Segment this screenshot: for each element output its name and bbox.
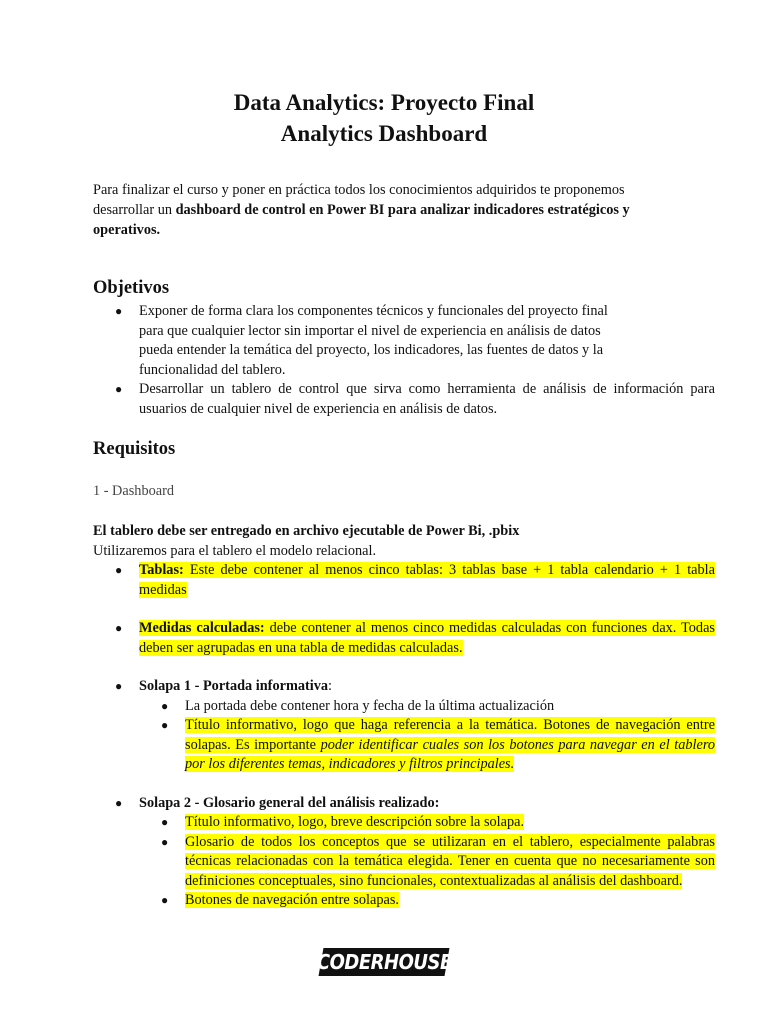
solapa2-subitem-text: Glosario de todos los conceptos que se utilizaran en el tablero, especialmente palabras técnicas relacionadas con la temática elegida. Tener en cuenta que no necesariamente son definiciones conceptuales, sino funcionales, contextualizadas al análisis del dashboard. [185,833,715,889]
tablas-label: Tablas: [139,562,184,578]
solapa1-subitem-italic: poder identificar cuales son los botones para navegar en el tablero por los diferentes temas, indicadores y filtros principales. [185,736,715,772]
bullet-icon: ● [161,815,169,829]
objetivo-line: para que cualquier lector sin importar el nivel de experiencia en análisis de datos [139,322,601,339]
title-line-1: Data Analytics: Proyecto Final [233,90,535,115]
bullet-icon: ● [161,718,169,732]
bullet-icon: ● [115,382,123,396]
logo-text: CODERHOUSE [316,949,452,975]
requisitos-bold-line: El tablero debe ser entregado en archivo ejecutable de Power Bi, .pbix [93,523,520,539]
coderhouse-logo [316,948,452,976]
objetivo-item-1 [93,302,715,380]
solapa1-item [93,677,715,697]
requisitos-line: Utilizaremos para el tablero el modelo relacional. [93,542,377,559]
solapa1-subitem-text: Título informativo, logo que haga referencia a la temática. Botones de navegación entre solapas. Es importante [185,717,715,753]
bullet-icon: ● [115,679,123,693]
intro-paragraph [93,180,683,240]
bullet-icon: ● [161,893,169,907]
title-line-2: Analytics Dashboard [280,121,488,146]
objetivo-line: Exponer de forma clara los componentes técnicos y funcionales del proyecto final [139,303,608,319]
objetivos-section [93,302,715,419]
medidas-item [93,619,715,658]
intro-bold: dashboard de control en Power BI para analizar indicadores estratégicos y operativos. [93,202,630,238]
solapa2-subitem-3 [93,891,715,911]
bullet-icon: ● [161,834,169,849]
medidas-label: Medidas calculadas: [139,620,265,636]
objetivo-line: funcionalidad del tablero. [139,361,286,378]
objetivos-heading: Objetivos [93,278,170,298]
solapa1-subitem-1 [93,697,715,717]
solapa2-label: Solapa 2 - Glosario general del análisis realizado: [139,794,440,811]
intro-text: Para finalizar el curso y poner en práctica todos los conocimientos adquiridos te proponemos desarrollar un [93,182,625,218]
document-title [0,87,768,149]
tablas-text: Este debe contener al menos cinco tablas: 3 tablas base + 1 tabla calendario + 1 tabla medidas [139,562,715,598]
bullet-icon: ● [115,304,123,318]
requisitos-heading: Requisitos [93,439,176,459]
medidas-text: debe contener al menos cinco medidas calculadas con funciones dax. Todas deben ser agrupadas en una tabla de medidas calculadas. [139,620,715,656]
bullet-icon: ● [115,621,123,635]
solapa1-label: Solapa 1 - Portada informativa [139,678,329,694]
requisitos-subheading: 1 - Dashboard [93,483,174,499]
solapa1-subitem-text: La portada debe contener hora y fecha de la última actualización [185,697,555,714]
solapa1-colon: : [328,678,333,694]
bullet-icon: ● [161,698,169,713]
objetivo-text: Desarrollar un tablero de control que sirva como herramienta de análisis de información para usuarios de cualquier nivel de experiencia en análisis de datos. [139,381,715,417]
solapa2-subitem-text: Título informativo, logo, breve descripción sobre la solapa. [185,814,525,830]
requisitos-section [93,522,715,911]
bullet-icon: ● [115,795,123,810]
solapa2-subitem-text: Botones de navegación entre solapas. [185,892,399,908]
objetivo-item-2 [93,380,715,419]
tablas-item [93,561,715,600]
bullet-icon: ● [115,563,123,577]
solapa2-subitem-2 [93,833,715,892]
objetivo-line: pueda entender la temática del proyecto, los indicadores, las fuentes de datos y la [139,342,604,358]
solapa1-subitem-2 [93,716,715,775]
solapa2-item [93,794,715,814]
solapa2-subitem-1 [93,813,715,833]
